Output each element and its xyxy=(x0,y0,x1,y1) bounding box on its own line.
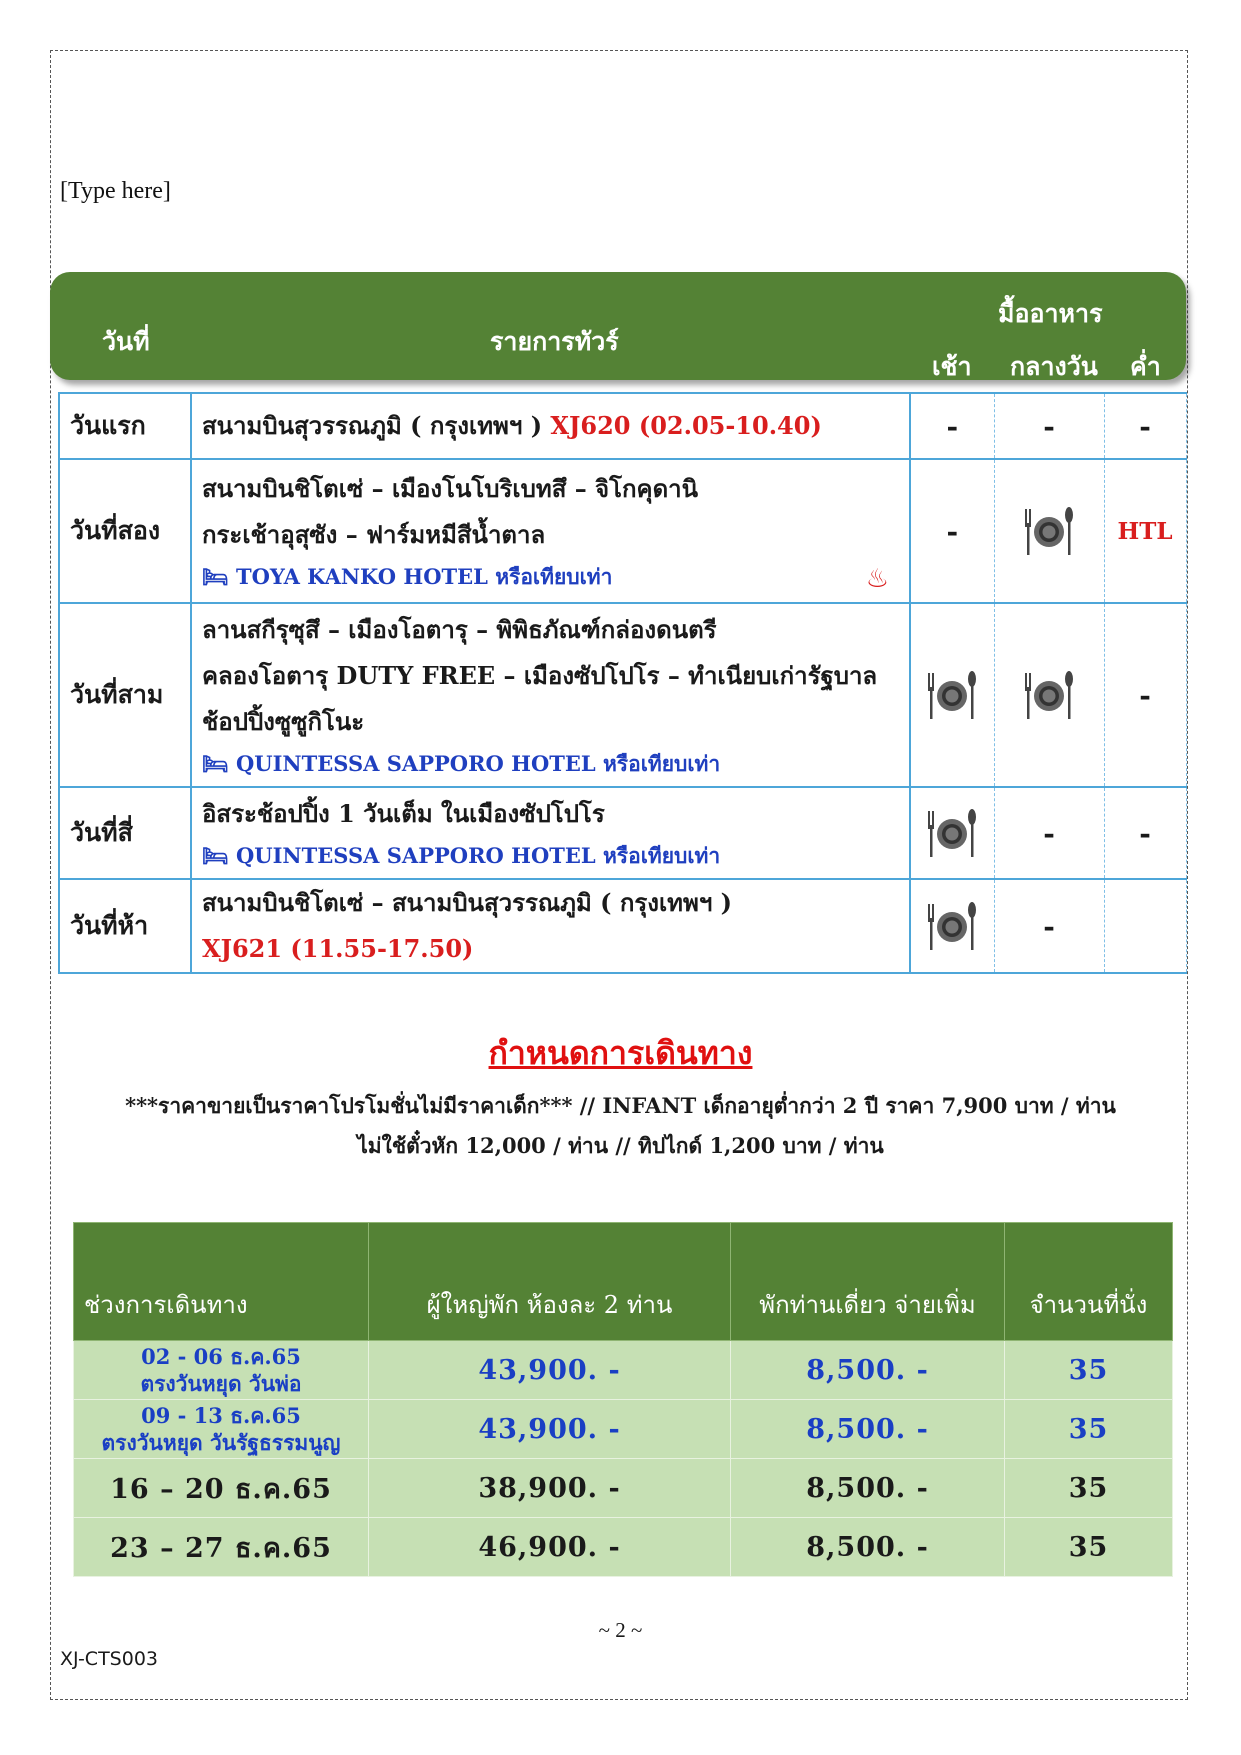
period-dates: 02 - 06 ธ.ค.65 xyxy=(141,1344,301,1369)
dinner-cell xyxy=(1104,603,1186,787)
meal-none: - xyxy=(1043,816,1055,850)
flight-info: XJ621 (11.55-17.50) xyxy=(202,934,474,963)
header-adult-price: ผู้ใหญ่พัก ห้องละ 2 ท่าน xyxy=(369,1223,731,1341)
single-supplement: 8,500. - xyxy=(731,1459,1005,1518)
price-note-1: ***ราคาขายเป็นราคาโปรโมชั่นไม่มีราคาเด็ก*** // INFANT เด็กอายุต่ำกว่า 2 ปี ราคา 7,900 บาท / ท่าน xyxy=(125,1093,1116,1118)
program-line: กระเช้าอุสุซัง – ฟาร์มหมีสีน้ำตาล xyxy=(202,520,546,549)
header-tour: รายการทัวร์ xyxy=(490,327,619,356)
day-program xyxy=(191,603,910,787)
header-seats: จำนวนที่นั่ง xyxy=(1005,1223,1173,1341)
price-row xyxy=(74,1459,1173,1518)
seat-count: 35 xyxy=(1005,1459,1173,1518)
bed-icon: 🛏 xyxy=(202,564,229,589)
dinner-cell xyxy=(1104,787,1186,879)
adult-price: 46,900. - xyxy=(369,1518,731,1577)
breakfast-cell xyxy=(910,603,994,787)
period-dates: 09 - 13 ธ.ค.65 xyxy=(141,1403,301,1428)
header-single-supplement: พักท่านเดี่ยว จ่ายเพิ่ม xyxy=(731,1223,1005,1341)
day-label: วันที่สาม xyxy=(59,603,191,787)
document-code: XJ-CTS003 xyxy=(60,1648,158,1670)
period-cell xyxy=(74,1341,369,1400)
price-row xyxy=(74,1341,1173,1400)
lunch-cell xyxy=(994,879,1104,973)
day-program xyxy=(191,879,910,973)
hotel-name: TOYA KANKO HOTEL หรือเทียบเท่า xyxy=(236,564,613,589)
program-line: ลานสกีรุซุสึ – เมืองโอตารุ – พิพิธภัณฑ์กล่องดนตรี xyxy=(202,615,717,644)
price-row xyxy=(74,1518,1173,1577)
dinner-cell xyxy=(1104,459,1186,603)
itinerary-header xyxy=(50,272,1186,380)
day-label: วันที่สี่ xyxy=(59,787,191,879)
seat-count: 35 xyxy=(1005,1400,1173,1459)
day-label: วันที่สอง xyxy=(59,459,191,603)
meal-plate-icon xyxy=(1023,503,1075,559)
itinerary-row-3 xyxy=(59,603,1186,787)
header-meals: มื้ออาหาร xyxy=(998,299,1103,328)
flight-info: XJ620 (02.05-10.40) xyxy=(550,411,822,440)
program-line: สนามบินสุวรรณภูมิ ( กรุงเทพฯ ) xyxy=(202,411,551,440)
day-program xyxy=(191,459,910,603)
meal-plate-icon xyxy=(926,805,978,861)
meal-none: - xyxy=(1139,678,1151,712)
hot-spring-icon: ♨ xyxy=(865,564,889,594)
meal-plate-icon xyxy=(1023,667,1075,723)
page-number: ~ 2 ~ xyxy=(598,1618,643,1642)
day-program xyxy=(191,787,910,879)
meal-none: - xyxy=(946,514,959,548)
program-line: สนามบินชิโตเซ่ – สนามบินสุวรรณภูมิ ( กรุงเทพฯ ) xyxy=(202,888,733,917)
period-holiday: ตรงวันหยุด วันพ่อ xyxy=(140,1371,302,1396)
period-holiday: ตรงวันหยุด วันรัฐธรรมนูญ xyxy=(101,1430,341,1455)
day-label: วันที่ห้า xyxy=(59,879,191,973)
header-dinner: ค่ำ xyxy=(1130,352,1161,381)
lunch-cell xyxy=(994,787,1104,879)
seat-count: 35 xyxy=(1005,1341,1173,1400)
meal-none: - xyxy=(946,409,959,443)
breakfast-cell xyxy=(910,393,994,459)
seat-count: 35 xyxy=(1005,1518,1173,1577)
dinner-cell xyxy=(1104,393,1186,459)
program-line: ช้อปปิ้งซูซูกิโนะ xyxy=(202,707,365,736)
itinerary-row-4 xyxy=(59,787,1186,879)
price-row xyxy=(74,1400,1173,1459)
single-supplement: 8,500. - xyxy=(731,1400,1005,1459)
period-dates: 16 – 20 ธ.ค.65 xyxy=(74,1459,369,1518)
dinner-hotel: HTL xyxy=(1117,518,1173,545)
day-program xyxy=(191,393,910,459)
breakfast-cell xyxy=(910,879,994,973)
header-breakfast: เช้า xyxy=(932,352,972,381)
schedule-title: กำหนดการเดินทาง xyxy=(488,1034,753,1072)
program-line: คลองโอตารุ DUTY FREE – เมืองซัปโปโร – ทำเนียบเก่ารัฐบาล xyxy=(202,661,878,690)
meal-none: - xyxy=(1139,816,1151,850)
hotel-name: QUINTESSA SAPPORO HOTEL หรือเทียบเท่า xyxy=(236,751,721,776)
itinerary-row-2 xyxy=(59,459,1186,603)
breakfast-cell xyxy=(910,787,994,879)
adult-price: 43,900. - xyxy=(369,1400,731,1459)
adult-price: 43,900. - xyxy=(369,1341,731,1400)
bed-icon: 🛏 xyxy=(202,843,229,868)
header-lunch: กลางวัน xyxy=(1010,352,1098,381)
single-supplement: 8,500. - xyxy=(731,1341,1005,1400)
header-placeholder: [Type here] xyxy=(60,178,171,204)
price-note-2: ไม่ใช้ตั๋วหัก 12,000 / ท่าน // ทิปไกด์ 1,200 บาท / ท่าน xyxy=(357,1133,884,1158)
meal-none: - xyxy=(1139,409,1151,443)
day-label: วันแรก xyxy=(59,393,191,459)
itinerary-row-1 xyxy=(59,393,1186,459)
header-day: วันที่ xyxy=(102,327,150,356)
meal-plate-icon xyxy=(926,667,978,723)
itinerary-table xyxy=(58,392,1187,974)
meal-none: - xyxy=(1043,409,1055,443)
lunch-cell xyxy=(994,459,1104,603)
meal-plate-icon xyxy=(926,898,978,954)
price-header-row xyxy=(74,1223,1173,1341)
price-table xyxy=(73,1222,1173,1577)
dinner-cell xyxy=(1104,879,1186,973)
lunch-cell xyxy=(994,393,1104,459)
period-cell xyxy=(74,1400,369,1459)
bed-icon: 🛏 xyxy=(202,751,229,776)
hotel-name: QUINTESSA SAPPORO HOTEL หรือเทียบเท่า xyxy=(236,843,721,868)
header-period: ช่วงการเดินทาง xyxy=(74,1223,369,1341)
single-supplement: 8,500. - xyxy=(731,1518,1005,1577)
adult-price: 38,900. - xyxy=(369,1459,731,1518)
itinerary-row-5 xyxy=(59,879,1186,973)
program-line: อิสระช้อปปิ้ง 1 วันเต็ม ในเมืองซัปโปโร xyxy=(202,799,605,828)
lunch-cell xyxy=(994,603,1104,787)
breakfast-cell xyxy=(910,459,994,603)
program-line: สนามบินชิโตเซ่ – เมืองโนโบริเบทสึ – จิโกคุดานิ xyxy=(202,474,699,503)
meal-none: - xyxy=(1043,909,1055,943)
period-dates: 23 – 27 ธ.ค.65 xyxy=(74,1518,369,1577)
